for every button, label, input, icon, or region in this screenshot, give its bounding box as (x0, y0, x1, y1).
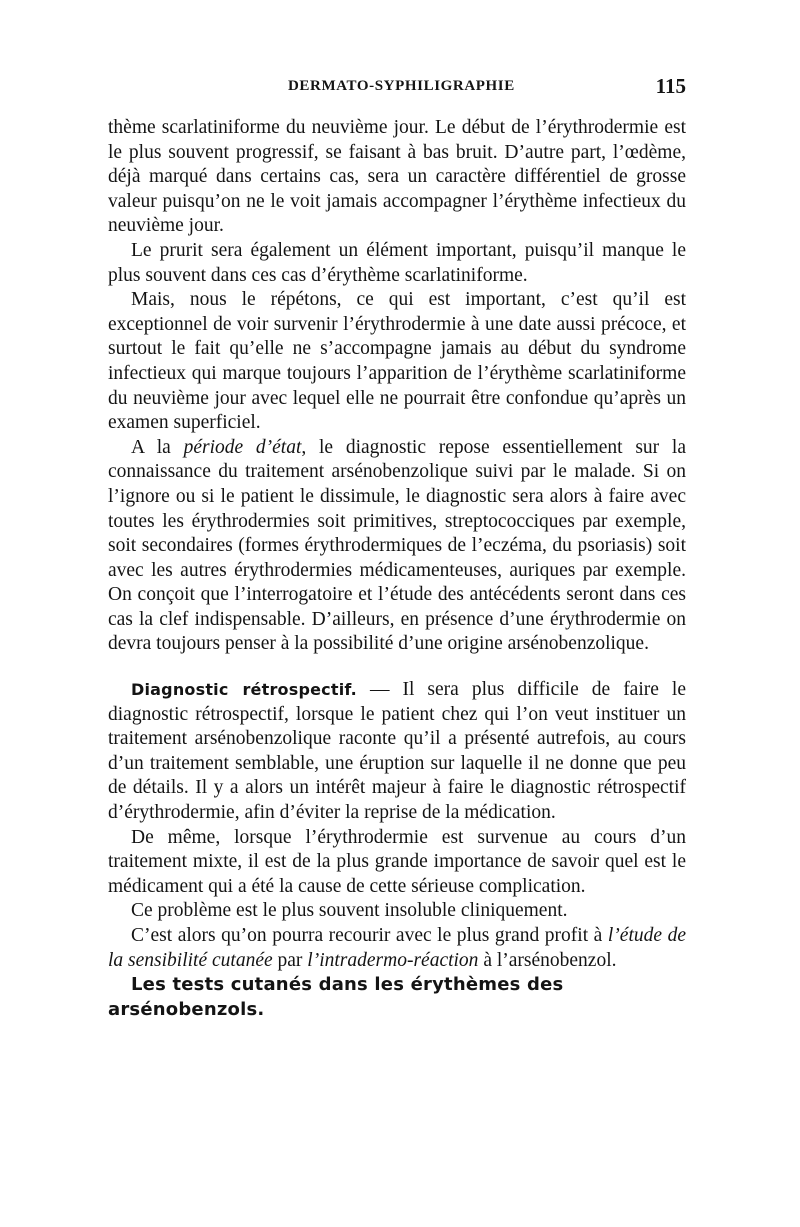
paragraph-8 (108, 924, 686, 973)
section-heading-diagnostic-retrospectif: Diagnostic rétrospectif. (131, 680, 357, 700)
paragraph-4 (108, 436, 686, 657)
paragraph-3: Mais, nous le répétons, ce qui est important, c’est qu’il est exceptionnel de voir survenir l’érythrodermie à une date aussi précoce, et surtout le fait qu’elle ne s’accompagne jamais au début du syndrome infectieux qui marque toujours l’apparition de l’érythème scarlatiniforme du neuvième jour avec lequel elle ne pourrait être confondue qu’après un examen superficiel. (108, 289, 686, 434)
paragraph-1: thème scarlatiniforme du neuvième jour. Le début de l’érythrodermie est le plus souvent progressif, se faisant à bas bruit. D’autre part, l’œdème, déjà marqué dans certains cas, sera un caractère différentiel de grosse valeur puisqu’on ne le voit jamais accompagner l’érythème infectieux du neuvième jour. (108, 117, 686, 237)
running-head: DERMATO-SYPHILIGRAPHIE (288, 78, 515, 94)
page-header (108, 74, 686, 102)
paragraph-4-text: , le diagnostic repose essentiellement sur la connaissance du traitement arsénobenzolique suivi par le malade. Si on l’ignore ou si le patient le dissimule, le diagnostic sera alors à faire avec toutes les érythrodermies soit primitives, streptococciques par exemple, soit secondaires (formes érythrodermiques de l’eczéma, du psoriasis) soit avec les autres érythrodermies médicamenteuses, auriques par exemple. On conçoit que l’interrogatoire et l’étude des antécédents seront dans ces cas la clef indispensable. D’ailleurs, en présence d’une érythrodermie on devra toujours penser à la possibilité d’une origine arsénobenzolique. (108, 436, 686, 655)
paragraph-8-tail: à l’arsénobenzol. (478, 949, 617, 971)
paragraph-8-middle: par (272, 949, 308, 971)
body-text (108, 116, 686, 1022)
paragraph-5-text: — Il sera plus difficile de faire le diagnostic rétrospectif, lorsque le patient chez qui l’on veut instituer un traitement arsénobenzolique raconte qu’il a présenté autrefois, au cours d’un traitement semblable, une éruption sur laquelle il ne donne que peu de détails. Il y a alors un intérêt majeur à faire le diagnostic rétrospectif d’érythrodermie, afin d’éviter la reprise de la médication. (108, 679, 687, 824)
paragraph-7: Ce problème est le plus souvent insoluble cliniquement. (131, 900, 568, 922)
paragraph-4-lead: A la (131, 436, 184, 458)
paragraph-6: De même, lorsque l’érythrodermie est survenue au cours d’un traitement mixte, il est de la plus grande importance de savoir quel est le médicament qui a été la cause de cette sérieuse complication. (108, 826, 686, 897)
paragraph-8-lead: C’est alors qu’on pourra recourir avec le plus grand profit à (131, 925, 608, 946)
page-number: 115 (655, 74, 686, 98)
emphasis-periode-etat: période d’état (183, 436, 302, 458)
paragraph-2: Le prurit sera également un élément important, puisqu’il manque le plus souvent dans ces cas d’érythème scarlatiniforme. (108, 239, 686, 286)
emphasis-intradermo-reaction: l’intradermo-réaction (307, 949, 479, 971)
emphasis-etude-sensibilite: l’étude de la sensibilité cutanée (108, 925, 686, 971)
section-heading-tests-cutanes: Les tests cutanés dans les érythèmes des arsénobenzols. (108, 974, 564, 1020)
paragraph-9 (108, 973, 686, 1022)
paragraph-5 (108, 678, 686, 826)
